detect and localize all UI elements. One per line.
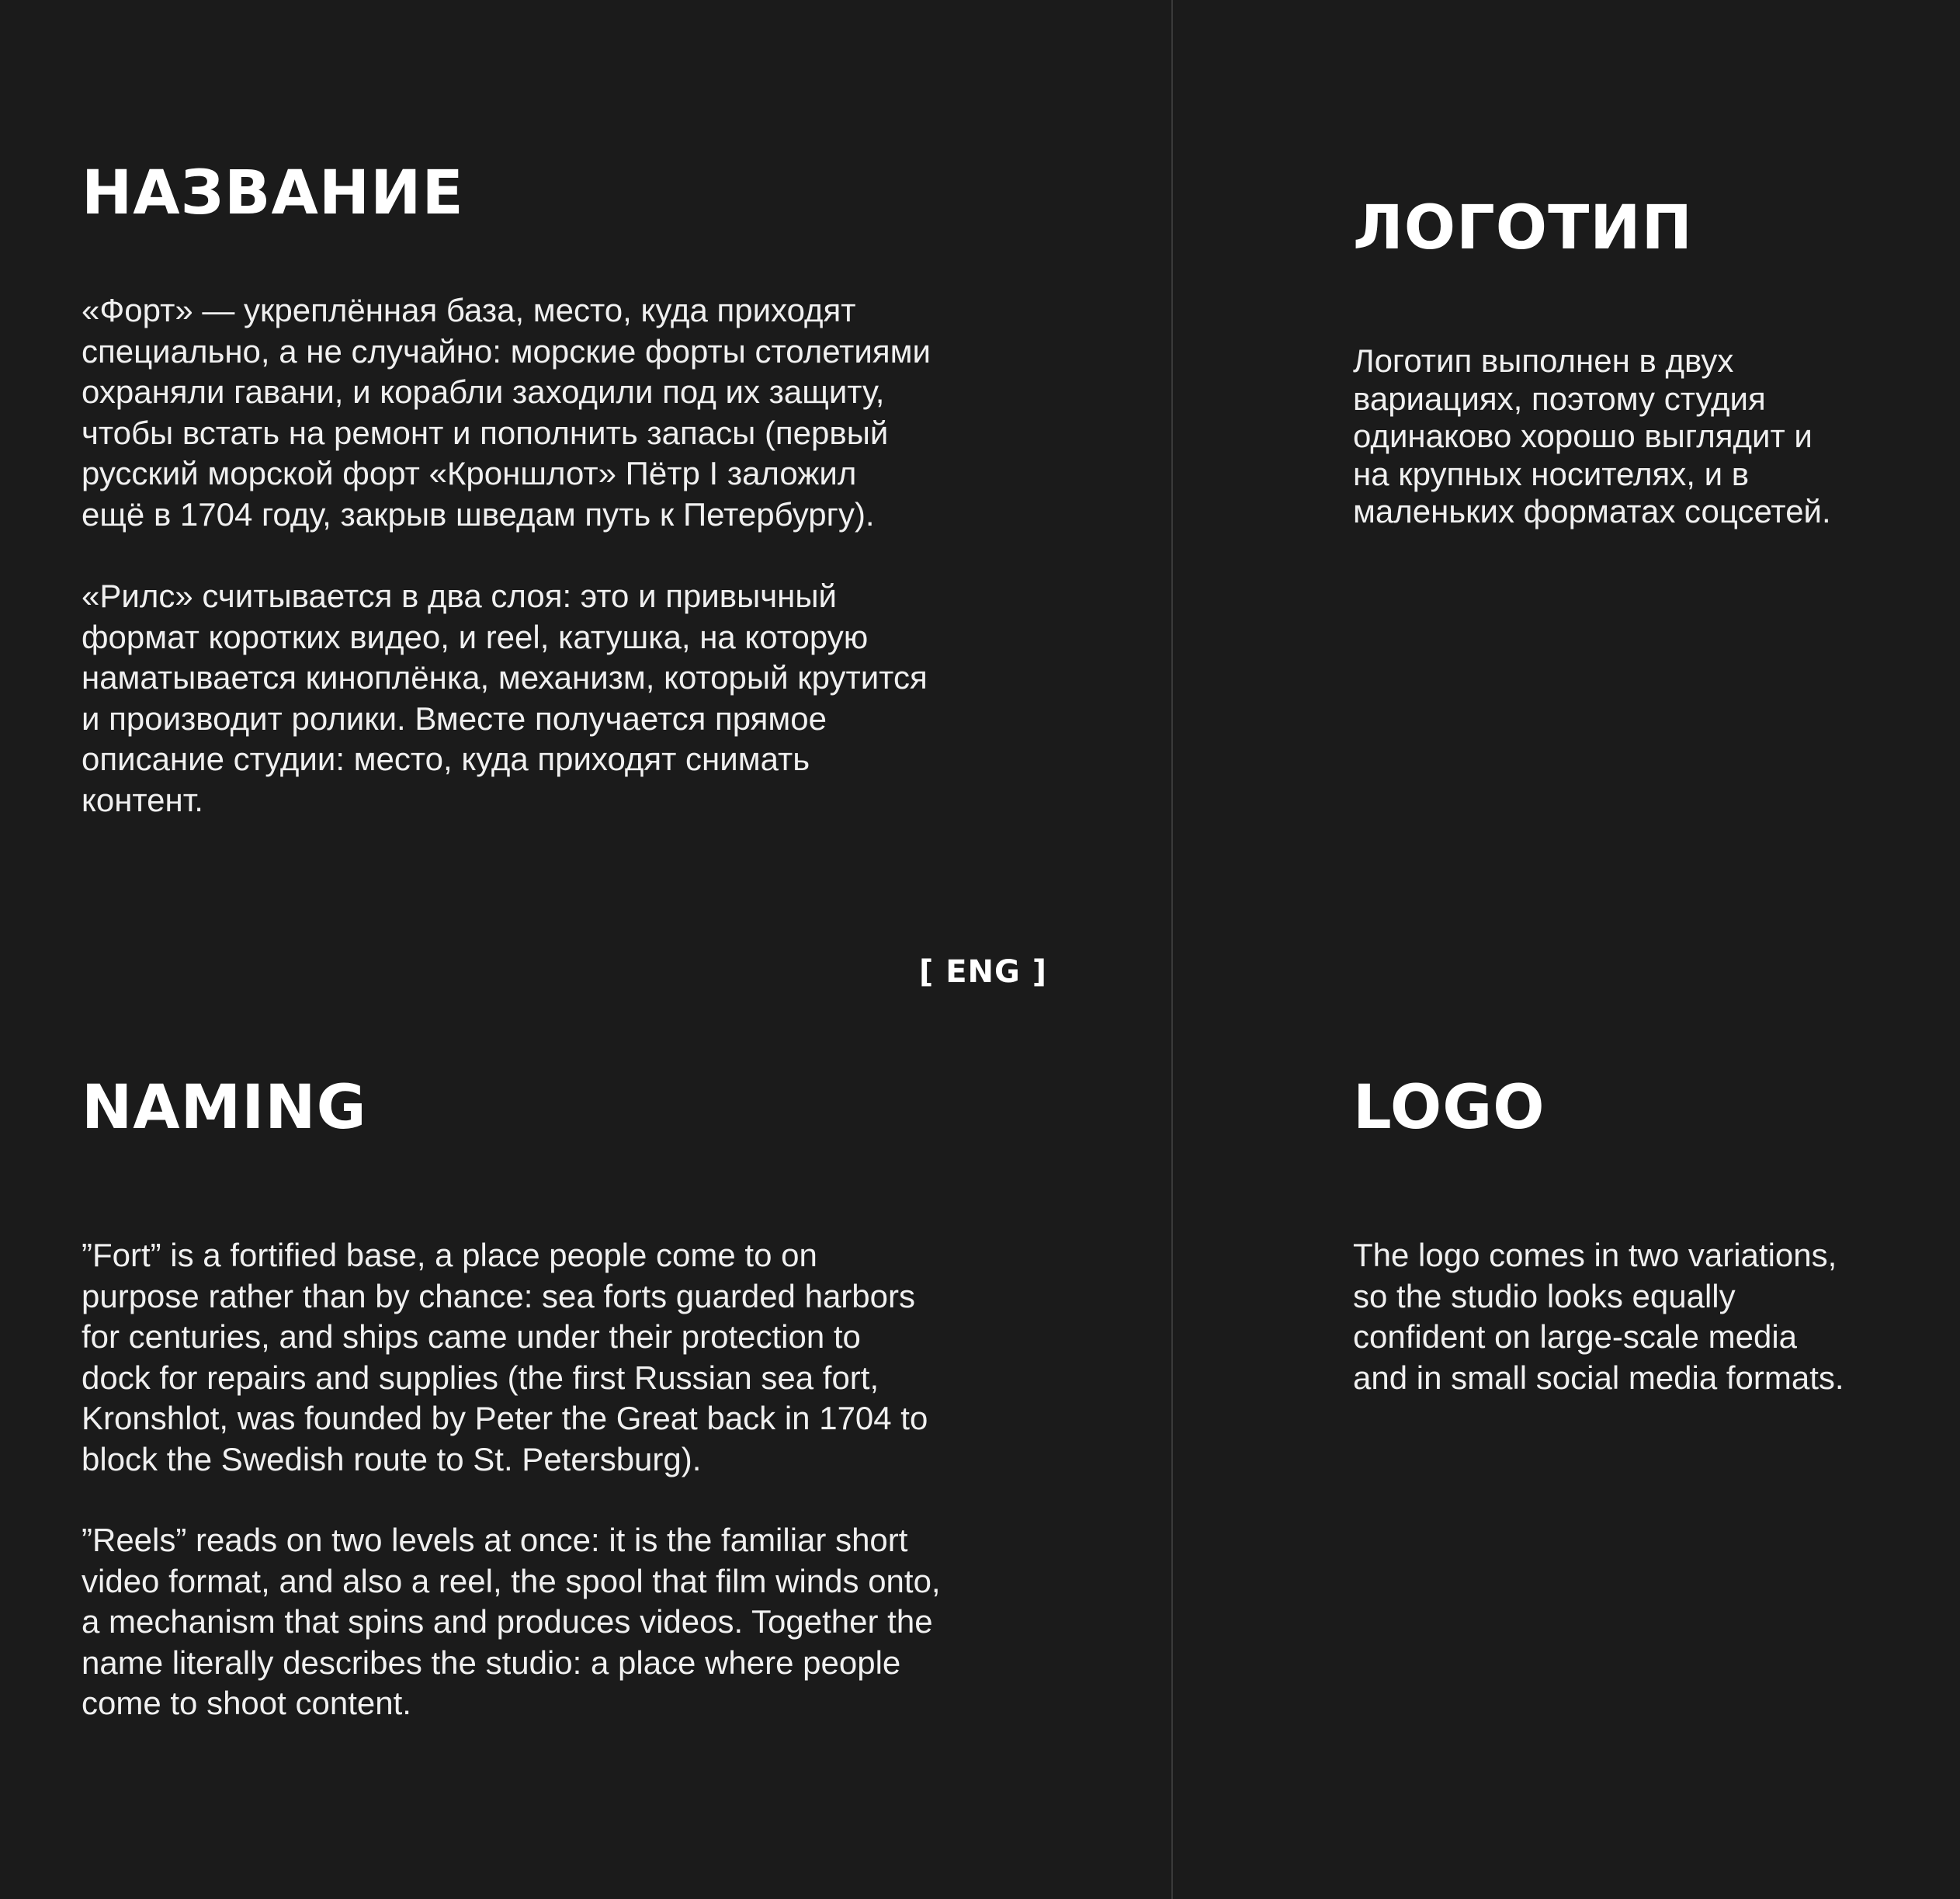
naming-paragraph-2-en: ”Reels” reads on two levels at once: it is the familiar short video format, and also a reel, the spool that film winds onto, a mechanism that spins and produces videos. Together the name literally describes the studio: a place where people come to shoot content. [82,1522,941,1721]
naming-title-en: NAMING [82,1073,367,1143]
logo-title-ru: ЛОГОТИП [1353,193,1693,263]
naming-title-ru: НАЗВАНИЕ [82,158,464,228]
naming-paragraph-2-ru: «Рилс» считывается в два слоя: это и привычный формат коротких видео, и reel, катушка, на которую наматывается киноплёнка, механизм, который крутится и производит ролики. Вместе получается прямое описание студии: место, куда приходят снимать контент. [82,578,928,818]
naming-paragraph-1-ru: «Форт» — укреплённая база, место, куда приходят специально, а не случайно: морские форты столетиями охраняли гавани, и корабли заходили под их защиту, чтобы встать на ремонт и пополнить запасы (первый русский морской форт «Кроншлот» Пётр I заложил ещё в 1704 году, закрыв шведам путь к Петербургу). [82,292,931,533]
naming-paragraph-1-en: ”Fort” is a fortified base, a place people come to on purpose rather than by chance: sea forts guarded harbors for centuries, and ships came under their protection to dock for repairs and supplies (the first Russian sea fort, Kronshlot, was founded by Peter the Great back in 1704 to block the Swedish route to St. Petersburg). [82,1237,928,1477]
column-divider [1171,0,1173,1899]
logo-paragraph-ru: Логотип выполнен в двух вариациях, поэтому студия одинаково хорошо выглядит и на крупных носителях, и в маленьких форматах соцсетей. [1353,342,1831,529]
eng-language-tag: [ ENG ] [919,954,1048,990]
logo-title-en: LOGO [1353,1073,1545,1143]
logo-paragraph-en: The logo comes in two variations, so the studio looks equally confident on large-scale media and in small social media formats. [1353,1237,1844,1396]
